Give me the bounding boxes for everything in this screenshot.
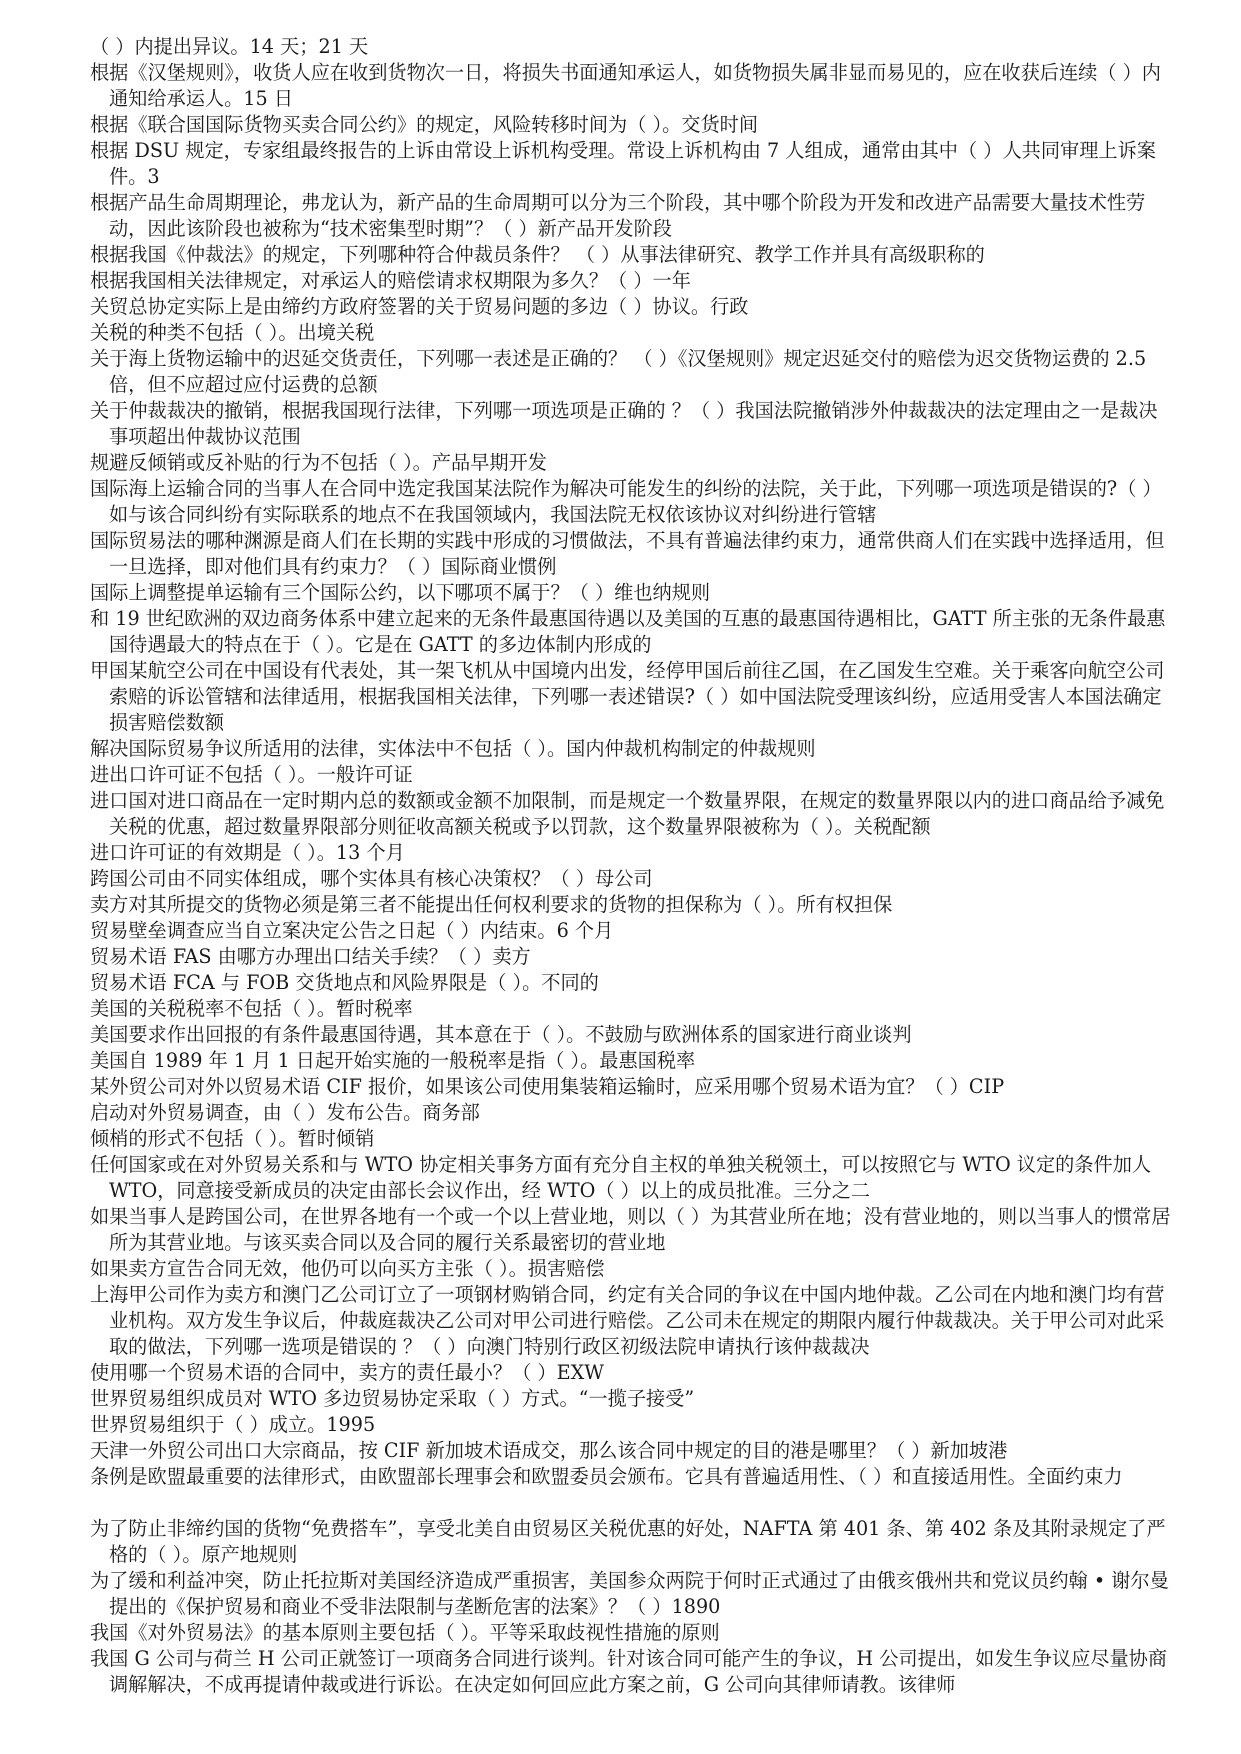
- qa-entry: 关税的种类不包括（ ）。出境关税: [90, 321, 375, 344]
- qa-entry: 为了防止非缔约国的货物“免费搭车”，享受北美自由贸易区关税优惠的好处，NAFTA 第 401 条、第 402 条及其附录规定了严格的（ ）。原产地规则: [90, 1517, 1166, 1566]
- qa-entry: 根据产品生命周期理论，弗龙认为，新产品的生命周期可以分为三个阶段，其中哪个阶段为开发和改进产品需要大量技术性劳动，因此该阶段也被称为“技术密集型时期”？（ ）新产品开发阶段: [90, 191, 1146, 240]
- qa-entry: 根据《联合国国际货物买卖合同公约》的规定，风险转移时间为（ ）。交货时间: [90, 113, 759, 136]
- qa-entry: 规避反倾销或反补贴的行为不包括（ ）。产品早期开发: [90, 451, 547, 474]
- qa-entry: 世界贸易组织成员对 WTO 多边贸易协定采取（ ）方式。“一揽子接受”: [90, 1387, 695, 1410]
- qa-entry: 跨国公司由不同实体组成，哪个实体具有核心决策权？（ ）母公司: [90, 867, 653, 890]
- qa-entry: 我国《对外贸易法》的基本原则主要包括（ ）。平等采取歧视性措施的原则: [90, 1621, 720, 1644]
- qa-entry: 国际上调整提单运输有三个国际公约，以下哪项不属于？（ ）维也纳规则: [90, 581, 711, 604]
- qa-entry: 使用哪一个贸易术语的合同中，卖方的责任最小？（ ）EXW: [90, 1361, 604, 1384]
- qa-entry: （ ）内提出异议。14 天；21 天: [90, 35, 369, 58]
- qa-entry: 美国要求作出回报的有条件最惠国待遇，其本意在于（ ）。不鼓励与欧洲体系的国家进行商业谈判: [90, 1023, 912, 1046]
- qa-entry: 卖方对其所提交的货物必须是第三者不能提出任何权利要求的货物的担保称为（ ）。所有权担保: [90, 893, 893, 916]
- qa-entry: 倾梢的形式不包括（ ）。暂时倾销: [90, 1127, 375, 1150]
- qa-entry: 美国的关税税率不包括（ ）。暂时税率: [90, 997, 413, 1020]
- qa-entry: 为了缓和利益冲突，防止托拉斯对美国经济造成严重损害，美国参众两院于何时正式通过了由俄亥俄州共和党议员约翰 • 谢尔曼提出的《保护贸易和商业不受非法限制与垄断危害的法案》？（ ）1890: [90, 1569, 1169, 1618]
- qa-entry: 贸易壁垒调查应当自立案决定公告之日起（ ）内结束。6 个月: [90, 919, 614, 942]
- qa-entry: 世界贸易组织于（ ）成立。1995: [90, 1413, 376, 1436]
- qa-entry: 美国自 1989 年 1 月 1 日起开始实施的一般税率是指（ ）。最惠国税率: [90, 1049, 696, 1072]
- qa-entry: 贸易术语 FAS 由哪方办理出口结关手续？（ ）卖方: [90, 945, 531, 968]
- qa-entry: 任何国家或在对外贸易关系和与 WTO 协定相关事务方面有充分自主权的单独关税领土，可以按照它与 WTO 议定的条件加人 WTO，同意接受新成员的决定由部长会议作出，经 WTO（ ）以上的成员批准。三分之二: [90, 1153, 1152, 1202]
- qa-entry: 根据我国相关法律规定，对承运人的赔偿请求权期限为多久？（ ）一年: [90, 269, 691, 292]
- qa-entry: 贸易术语 FCA 与 FOB 交货地点和风险界限是（ ）。不同的: [90, 971, 599, 994]
- qa-entry: 根据《汉堡规则》，收货人应在收到货物次一日，将损失书面通知承运人，如货物损失属非显而易见的，应在收获后连续（ ）内通知给承运人。15 日: [90, 61, 1161, 110]
- qa-entry: 进口许可证的有效期是（ ）。13 个月: [90, 841, 405, 864]
- qa-entry: 进出口许可证不包括（ ）。一般许可证: [90, 763, 413, 786]
- qa-entry: 上海甲公司作为卖方和澳门乙公司订立了一项钢材购销合同，约定有关合同的争议在中国内地仲裁。乙公司在内地和澳门均有营业机构。双方发生争议后，仲裁庭裁决乙公司对甲公司进行赔偿。乙公司未在规定的期限内履行仲裁裁决。关于甲公司对此采取的做法，下列哪一选项是错误的 ？（ ）向澳门特别行政区初级法院申请执行该仲裁裁决: [90, 1283, 1165, 1358]
- qa-entry: 国际海上运输合同的当事人在合同中选定我国某法院作为解决可能发生的纠纷的法院，关于此，下列哪一项选项是错误的?（ ）如与该合同纠纷有实际联系的地点不在我国领域内，我国法院无权依该协议对纠纷进行管辖: [90, 477, 1162, 526]
- qa-entry: 关于海上货物运输中的迟延交货责任，下列哪一表述是正确的？ （ ）《汉堡规则》规定迟延交付的赔偿为迟交货物运费的 2.5 倍，但不应超过应付运费的总额: [90, 347, 1147, 396]
- qa-entry: 条例是欧盟最重要的法律形式，由欧盟部长理事会和欧盟委员会颁布。它具有普遍适用性、（ ）和直接适用性。全面约束力: [90, 1465, 1123, 1488]
- qa-entry: 根据 DSU 规定，专家组最终报告的上诉由常设上诉机构受理。常设上诉机构由 7 人组成，通常由其中（ ）人共同审理上诉案件。3: [90, 139, 1156, 188]
- qa-entry: 解决国际贸易争议所适用的法律，实体法中不包括（ ）。国内仲裁机构制定的仲裁规则: [90, 737, 816, 760]
- qa-entry: 启动对外贸易调查，由（ ）发布公告。商务部: [90, 1101, 480, 1124]
- qa-entry: 某外贸公司对外以贸易术语 CIF 报价，如果该公司使用集装箱运输时，应采用哪个贸易术语为宜？（ ）CIP: [90, 1075, 1005, 1098]
- qa-entry: 我国 G 公司与荷兰 H 公司正就签订一项商务合同进行谈判。针对该合同可能产生的争议，H 公司提出，如发生争议应尽量协商调解解决，不成再提请仲裁或进行诉讼。在决定如何回应此方案之前，G 公司向其律师请教。该律师: [90, 1647, 1168, 1696]
- qa-entry: 国际贸易法的哪种渊源是商人们在长期的实践中形成的习惯做法，不具有普遍法律约束力，通常供商人们在实践中选择适用，但一旦选择，即对他们具有约束力？（ ）国际商业惯例: [90, 529, 1165, 578]
- qa-entry: 甲国某航空公司在中国设有代表处，其一架飞机从中国境内出发，经停甲国后前往乙国，在乙国发生空难。关于乘客向航空公司索赔的诉讼管辖和法律适用，根据我国相关法律，下列哪一表述错误?（ ）如中国法院受理该纠纷，应适用受害人本国法确定损害赔偿数额: [90, 659, 1165, 734]
- qa-entry: 关贸总协定实际上是由缔约方政府签署的关于贸易问题的多边（ ）协议。行政: [90, 295, 749, 318]
- qa-entry: 进口国对进口商品在一定时期内总的数额或金额不加限制，而是规定一个数量界限，在规定的数量界限以内的进口商品给予减免关税的优惠，超过数量界限部分则征收高额关税或予以罚款，这个数量界限被称为（ ）。关税配额: [90, 789, 1165, 838]
- qa-entry: 关于仲裁裁决的撤销，根据我国现行法律，下列哪一项选项是正确的 ？（ ）我国法院撤销涉外仲裁裁决的法定理由之一是裁决事项超出仲裁协议范围: [90, 399, 1158, 448]
- qa-entry: 和 19 世纪欧洲的双边商务体系中建立起来的无条件最惠国待遇以及美国的互惠的最惠国待遇相比，GATT 所主张的无条件最惠国待遇最大的特点在于（ ）。它是在 GATT 的多边体制内形成的: [90, 607, 1166, 656]
- qa-entry: 根据我国《仲裁法》的规定，下列哪种符合仲裁员条件？ （ ）从事法律研究、教学工作并具有高级职称的: [90, 243, 985, 266]
- qa-entry: 如果当事人是跨国公司，在世界各地有一个或一个以上营业地，则以（ ）为其营业所在地；没有营业地的，则以当事人的惯常居所为其营业地。与该买卖合同以及合同的履行关系最密切的营业地: [90, 1205, 1171, 1254]
- qa-entry: 如果卖方宣告合同无效，他仍可以向买方主张（ ）。损害赔偿: [90, 1257, 605, 1280]
- qa-entry: 天津一外贸公司出口大宗商品，按 CIF 新加坡术语成交，那么该合同中规定的目的港是哪里？（ ）新加坡港: [90, 1439, 1008, 1462]
